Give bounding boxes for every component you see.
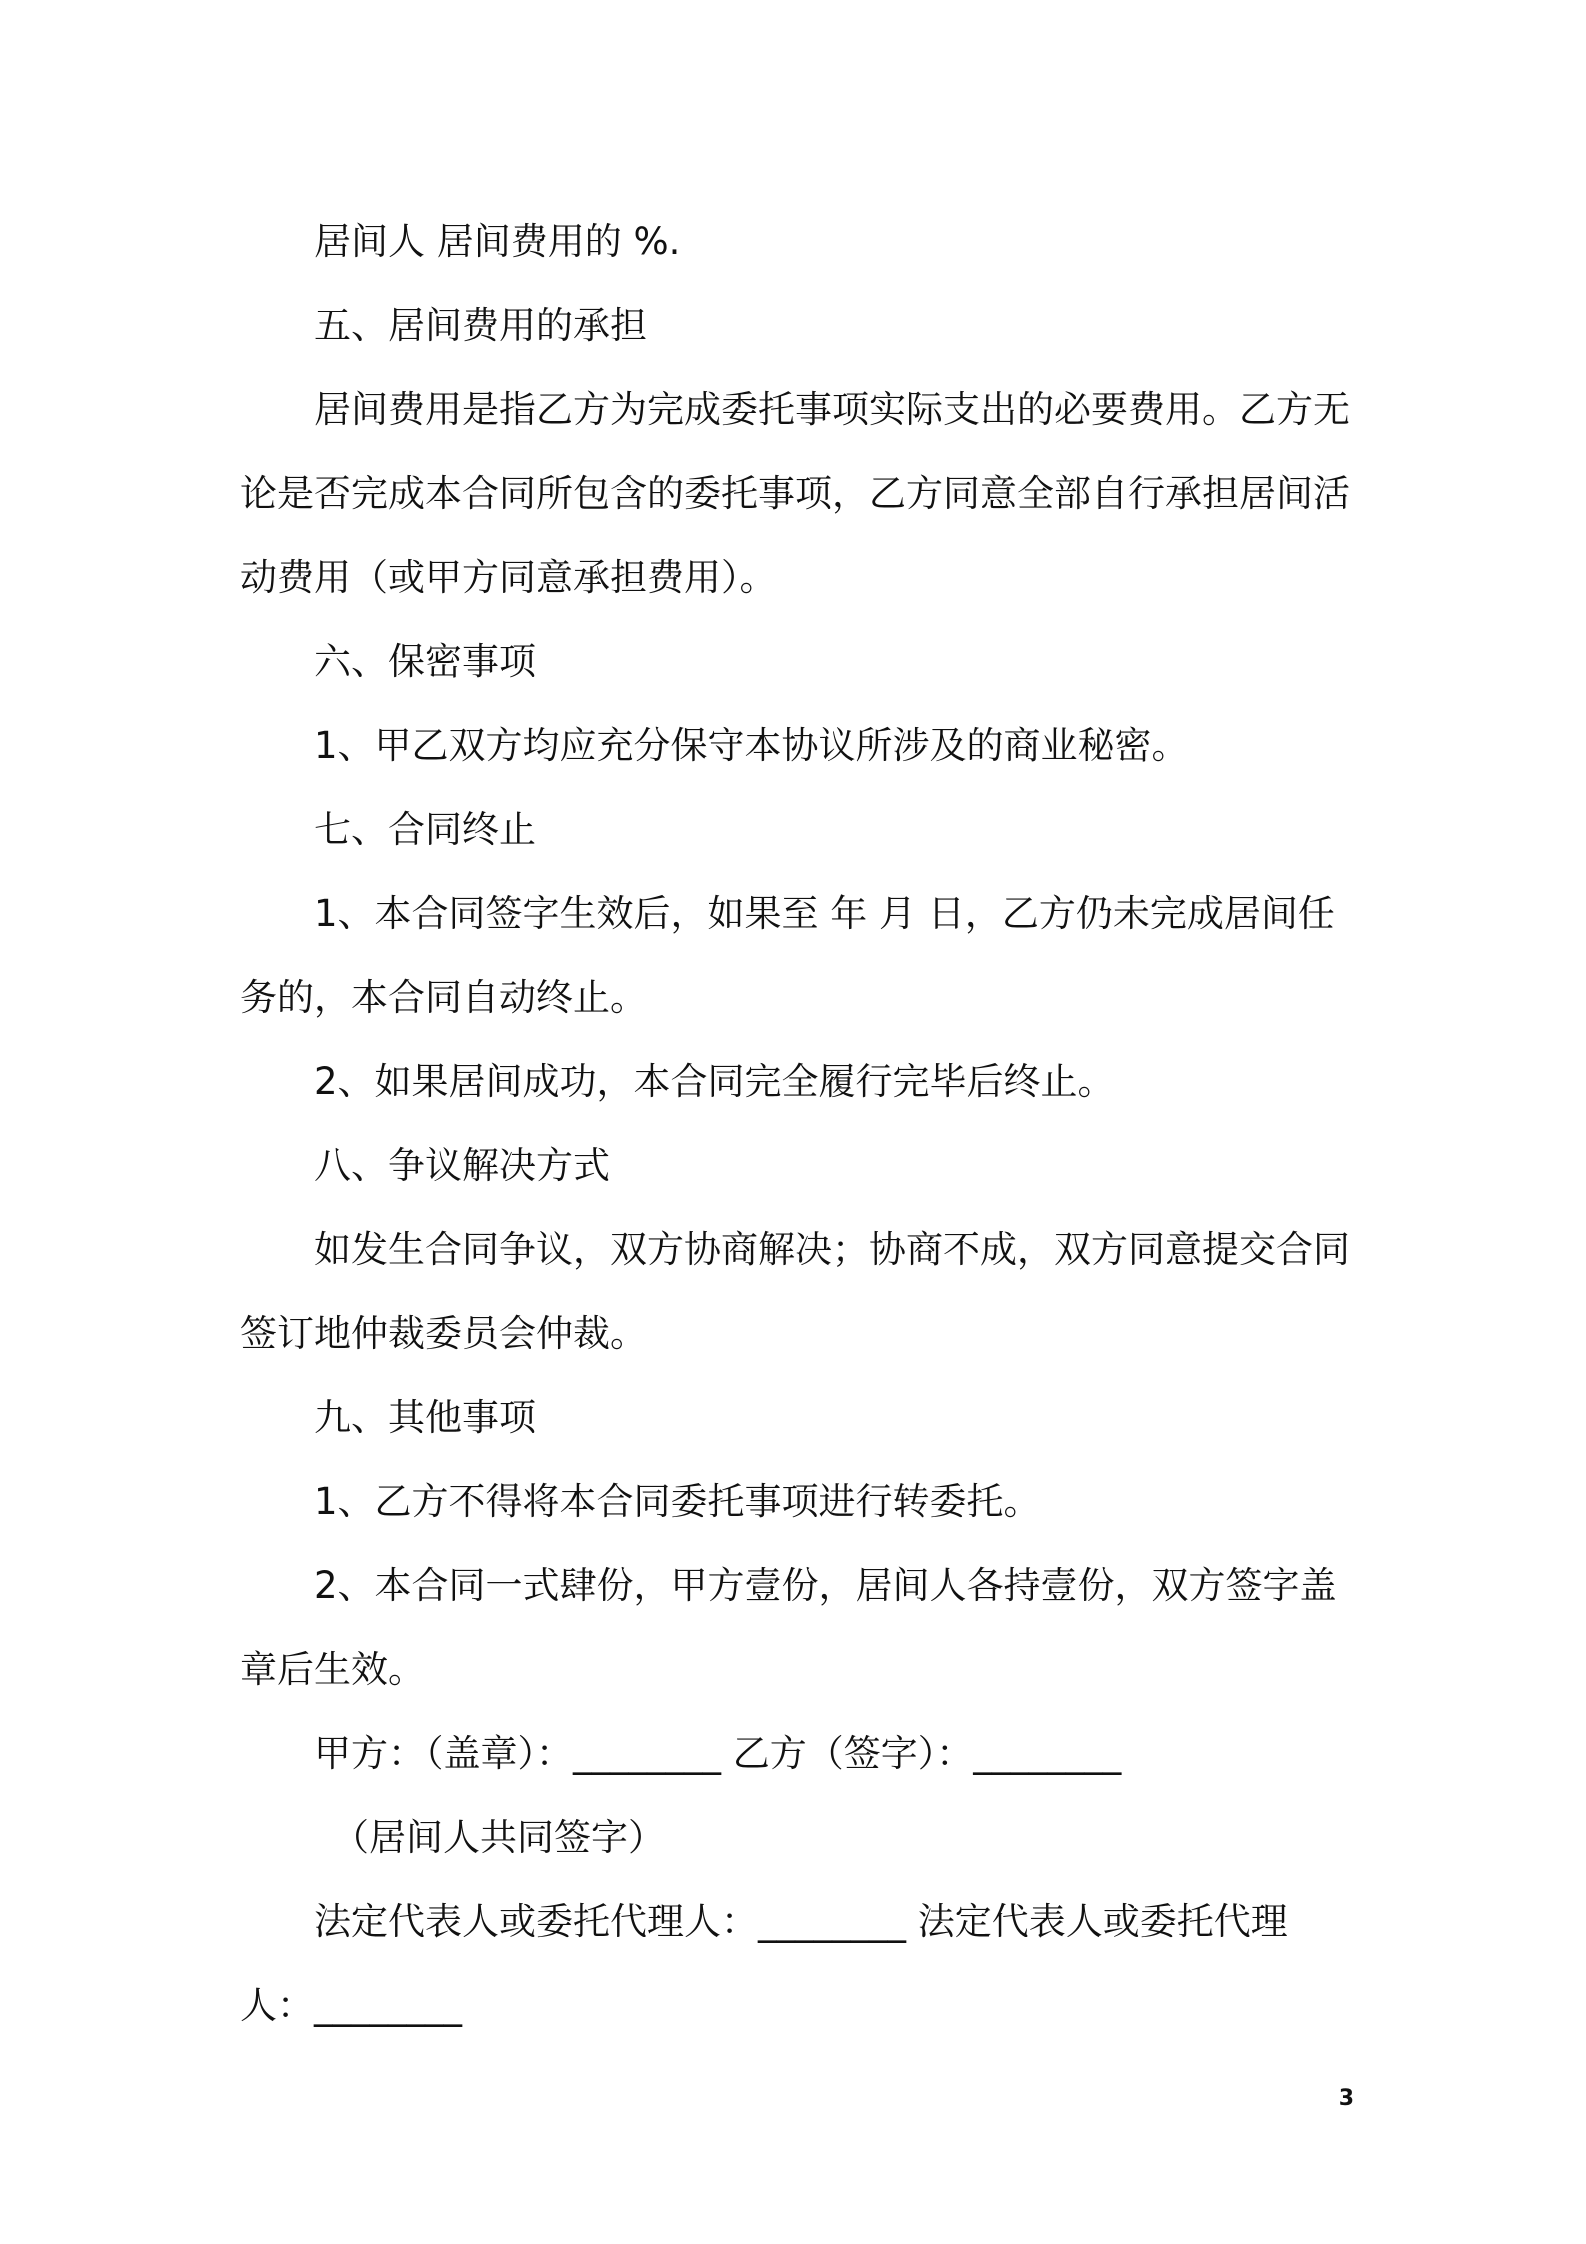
- paragraph-line: 居间费用是指乙方为完成委托事项实际支出的必要费用。乙方无: [314, 388, 1350, 431]
- section-heading: 九、其他事项: [314, 1396, 536, 1439]
- clause-line: 2、本合同一式肆份，甲方壹份，居间人各持壹份，双方签字盖: [314, 1564, 1337, 1607]
- clause-line: 1、乙方不得将本合同委托事项进行转委托。: [314, 1480, 1041, 1523]
- clause-line: 1、本合同签字生效后，如果至 年 月 日，乙方仍未完成居间任: [314, 892, 1335, 935]
- section-heading: 五、居间费用的承担: [314, 304, 647, 347]
- clause-line: 章后生效。: [240, 1648, 425, 1691]
- section-heading: 七、合同终止: [314, 808, 536, 851]
- signature-note: （居间人共同签字）: [332, 1816, 665, 1859]
- section-heading: 六、保密事项: [314, 640, 536, 683]
- signature-line: 法定代表人或委托代理人：________ 法定代表人或委托代理: [314, 1900, 1288, 1943]
- clause-line: 2、如果居间成功，本合同完全履行完毕后终止。: [314, 1060, 1115, 1103]
- text-line: 居间人 居间费用的 %.: [314, 220, 681, 263]
- signature-line: 人：________: [240, 1984, 462, 2027]
- paragraph-line: 论是否完成本合同所包含的委托事项，乙方同意全部自行承担居间活: [240, 472, 1350, 515]
- clause-line: 务的，本合同自动终止。: [240, 976, 647, 1019]
- document-body: [240, 200, 1360, 2048]
- clause-line: 1、甲乙双方均应充分保守本协议所涉及的商业秘密。: [314, 724, 1189, 767]
- paragraph-line: 如发生合同争议，双方协商解决；协商不成，双方同意提交合同: [314, 1228, 1350, 1271]
- section-heading: 八、争议解决方式: [314, 1144, 610, 1187]
- paragraph-line: 动费用（或甲方同意承担费用）。: [240, 556, 777, 599]
- signature-line: 甲方：（盖章）：________ 乙方（签字）：________: [314, 1732, 1122, 1775]
- paragraph-line: 签订地仲裁委员会仲裁。: [240, 1312, 647, 1355]
- page-number: 3: [1338, 2086, 1354, 2111]
